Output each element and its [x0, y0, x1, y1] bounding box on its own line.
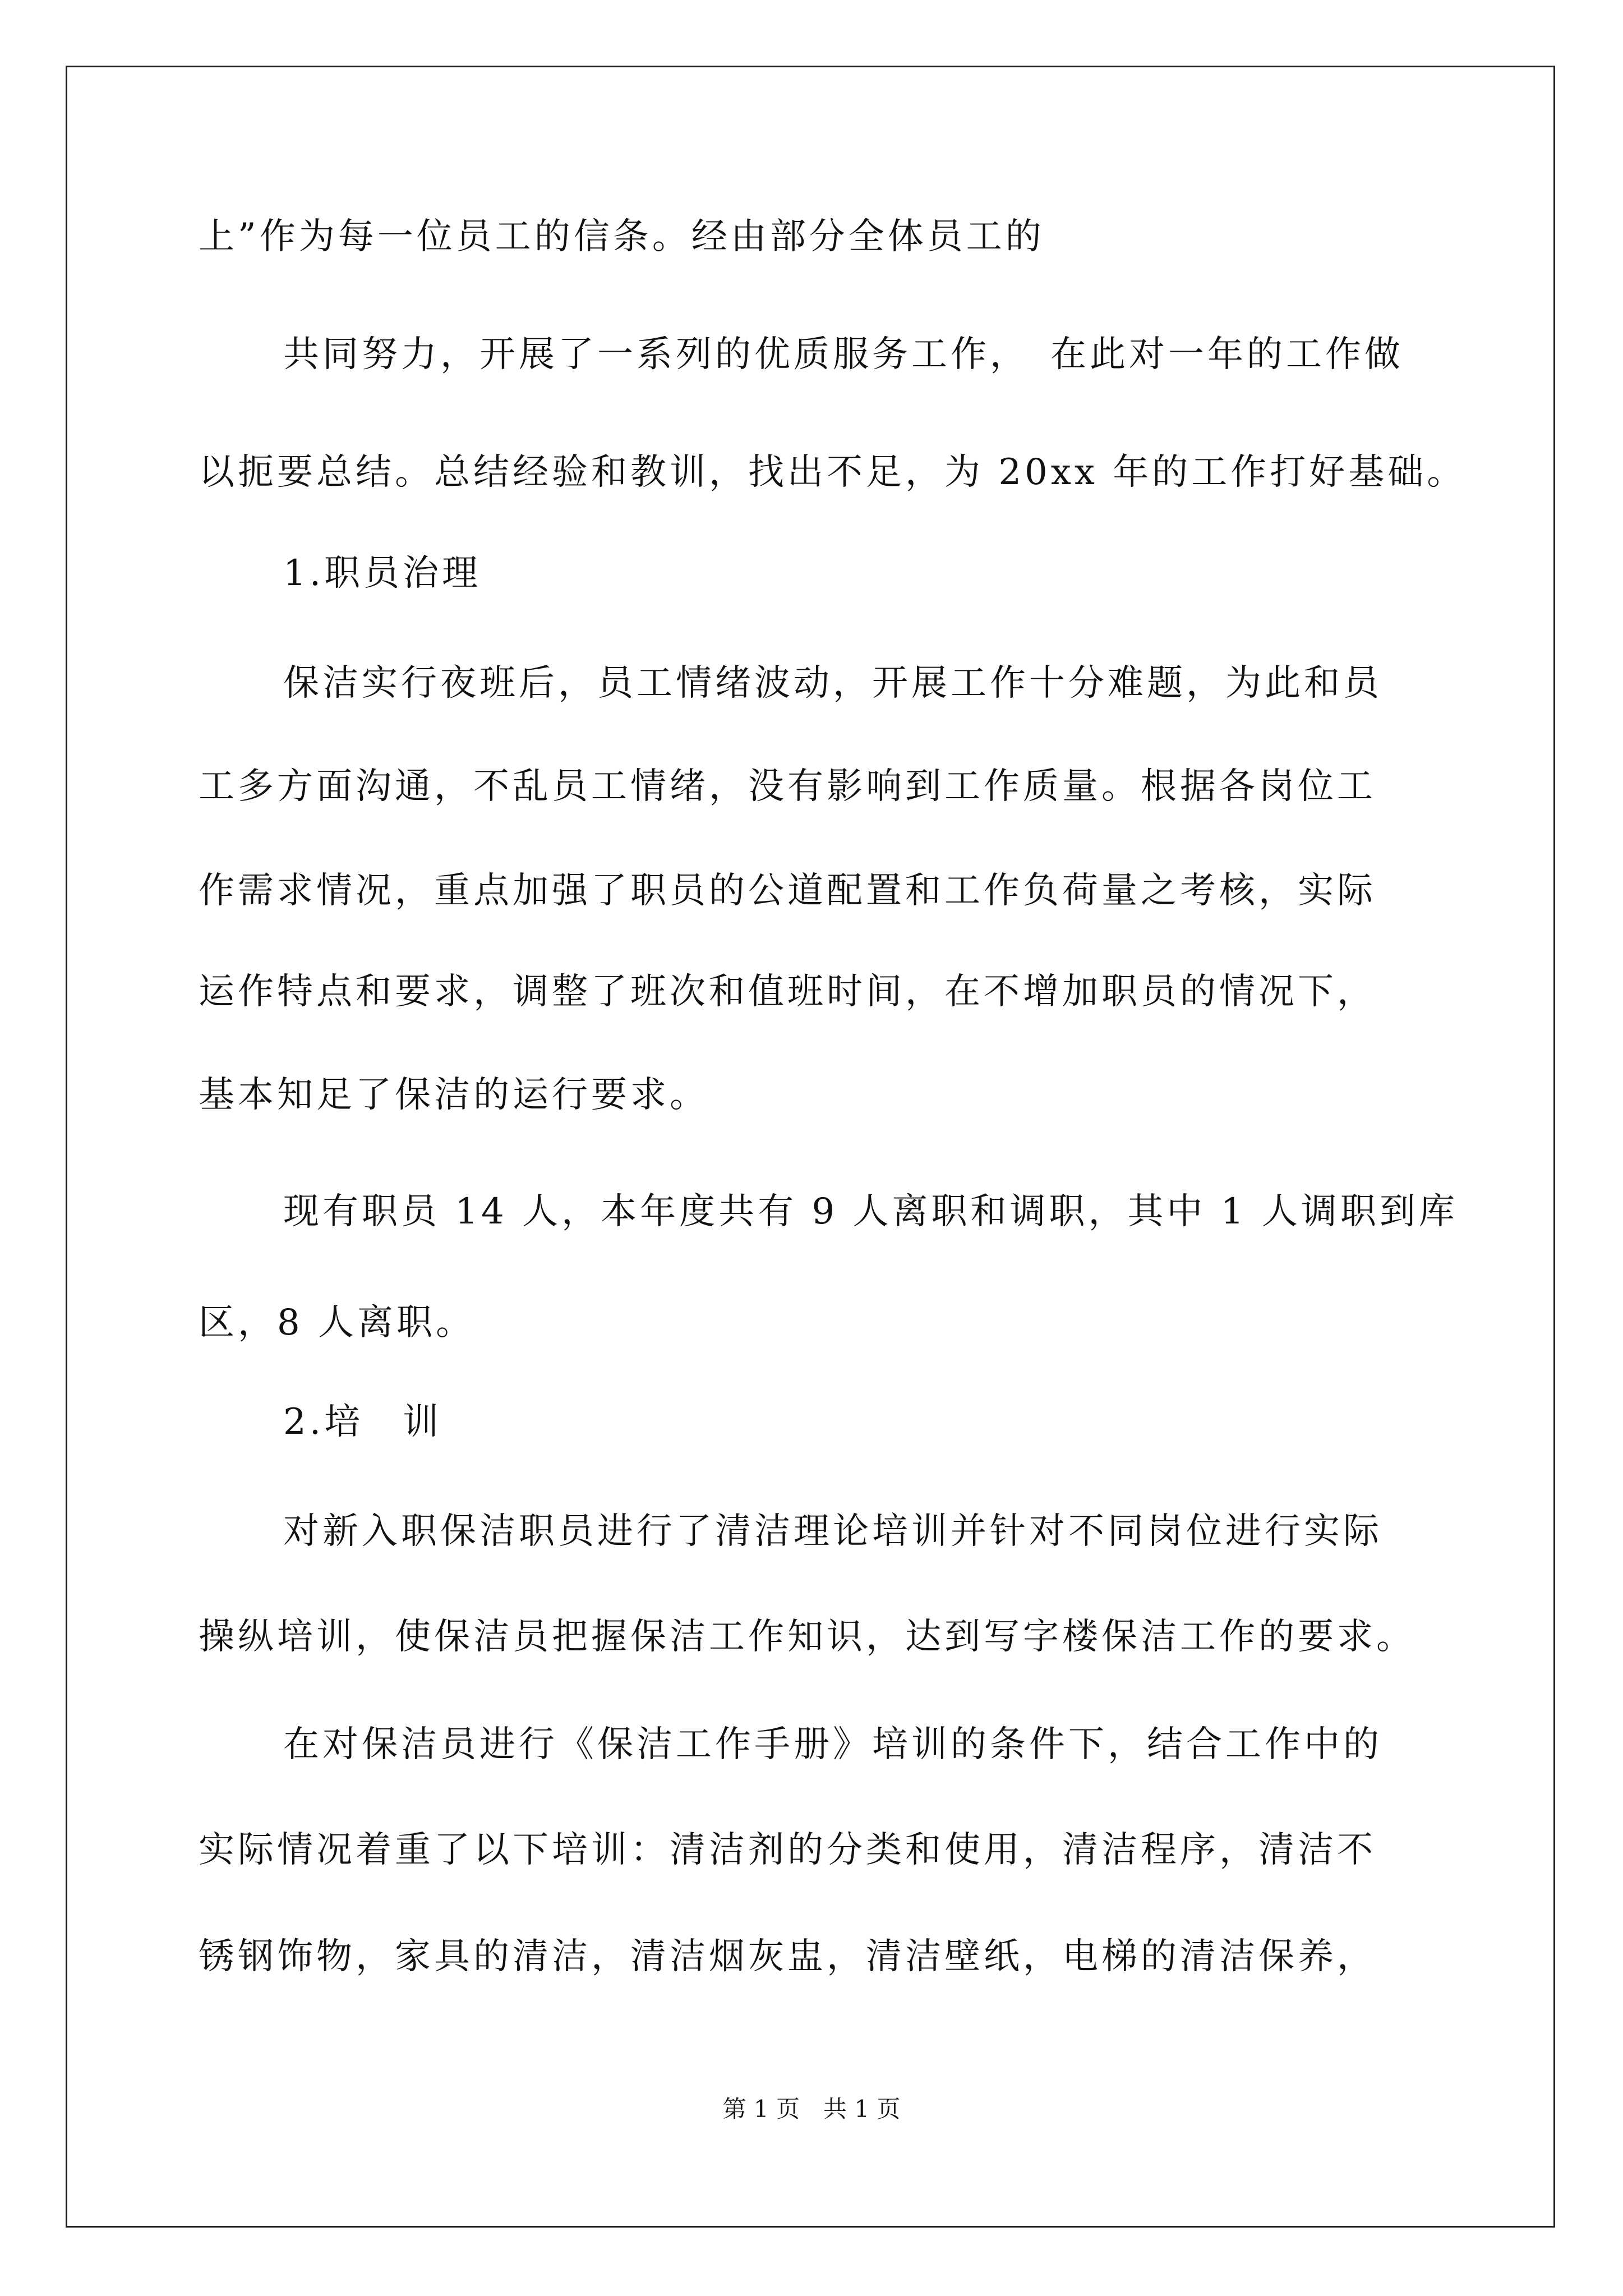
text-line: 对新入职保洁职员进行了清洁理论培训并针对不同岗位进行实际	[283, 1511, 1382, 1552]
section-heading: 2.培 训	[283, 1401, 442, 1443]
text-line: 实际情况着重了以下培训：清洁剂的分类和使用，清洁程序，清洁不	[199, 1829, 1376, 1871]
page-border	[66, 66, 1555, 2228]
text-line: 基本知足了保洁的运行要求。	[199, 1074, 709, 1116]
section-heading: 1.职员治理	[283, 553, 482, 594]
text-line: 上”作为每一位员工的信条。经由部分全体员工的	[199, 216, 1045, 257]
text-line: 在对保洁员进行《保洁工作手册》培训的条件下，结合工作中的	[283, 1724, 1382, 1765]
text-line: 区，8 人离职。	[199, 1302, 476, 1343]
text-line: 运作特点和要求，调整了班次和值班时间，在不增加职员的情况下，	[199, 971, 1376, 1013]
text-line: 共同努力，开展了一系列的优质服务工作， 在此对一年的工作做	[283, 334, 1404, 375]
text-line: 锈钢饰物，家具的清洁，清洁烟灰盅，清洁壁纸，电梯的清洁保养，	[199, 1936, 1376, 1977]
text-line: 以扼要总结。总结经验和教训，找出不足，为 20xx 年的工作打好基础。	[199, 452, 1467, 493]
text-line: 保洁实行夜班后，员工情绪波动，开展工作十分难题，为此和员	[283, 662, 1382, 704]
text-line: 操纵培训，使保洁员把握保洁工作知识，达到写字楼保洁工作的要求。	[199, 1616, 1415, 1658]
text-line: 作需求情况，重点加强了职员的公道配置和工作负荷量之考核，实际	[199, 870, 1376, 912]
text-line: 现有职员 14 人，本年度共有 9 人离职和调职，其中 1 人调职到库	[283, 1191, 1458, 1232]
page-footer: 第 1 页 共 1 页	[722, 2095, 901, 2123]
text-line: 工多方面沟通，不乱员工情绪，没有影响到工作质量。根据各岗位工	[199, 766, 1376, 807]
